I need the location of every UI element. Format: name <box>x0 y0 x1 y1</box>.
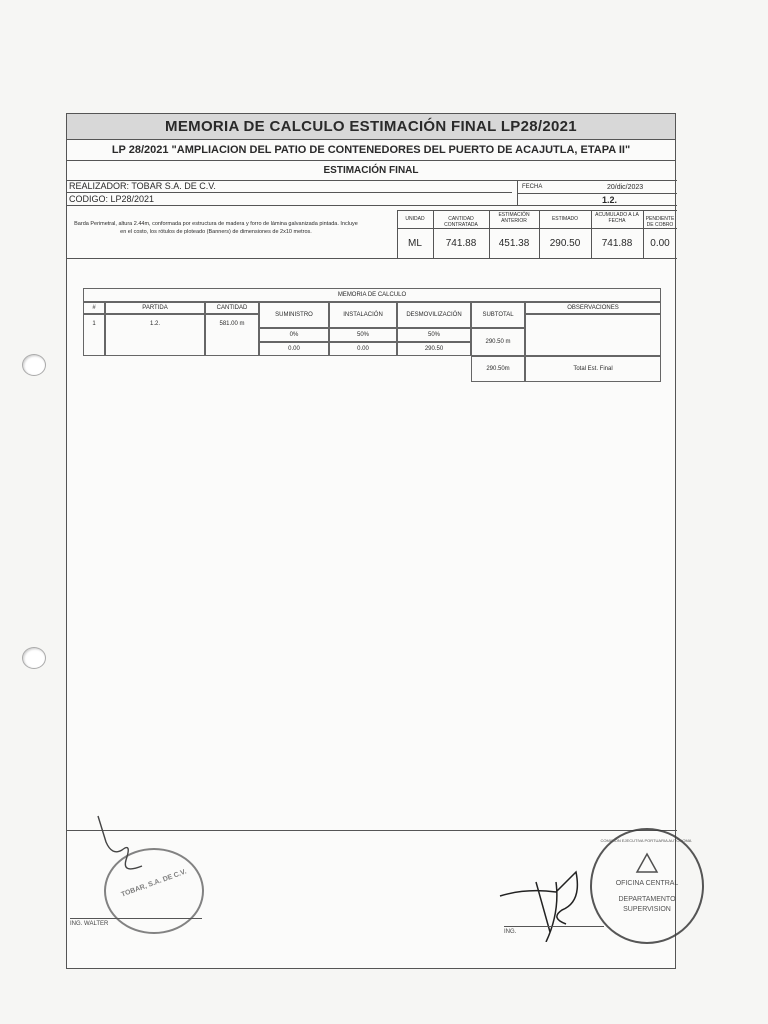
total-value: 290.50m <box>471 356 525 382</box>
section-title: ESTIMACIÓN FINAL <box>67 160 675 181</box>
hdr-suministro: SUMINISTRO <box>259 302 329 328</box>
punch-hole-bottom <box>22 647 46 669</box>
col-pendiente: PENDIENTE DE COBRO <box>645 216 675 228</box>
pct-instalacion: 50% <box>329 328 397 342</box>
val-estimado: 290.50 <box>549 238 581 249</box>
pct-desmovilizacion: 50% <box>397 328 471 342</box>
hdr-observaciones: OBSERVACIONES <box>525 302 661 314</box>
col-cantidad-contratada: CANTIDAD CONTRATADA <box>444 216 478 228</box>
stamp-line-1: OFICINA CENTRAL <box>615 880 679 887</box>
val-desmovilizacion: 290.50 <box>397 342 471 356</box>
project-subtitle: LP 28/2021 "AMPLIACION DEL PATIO DE CONTENEDORES DEL PUERTO DE ACAJUTLA, ETAPA II" <box>111 144 631 156</box>
hdr-desmovilizacion: DESMOVILIZACIÓN <box>397 302 471 328</box>
val-cantidad-contratada: 741.88 <box>445 238 477 249</box>
hdr-cantidad: CANTIDAD <box>205 302 259 314</box>
total-label: Total Est. Final <box>525 356 661 382</box>
realizador-label: REALIZADOR: TOBAR S.A. DE C.V. <box>69 181 216 191</box>
val-pendiente: 0.00 <box>650 238 670 249</box>
stamp-triangle-icon <box>635 852 659 874</box>
col-acumulado: ACUMULADO A LA FECHA <box>595 212 639 224</box>
val-acumulado: 741.88 <box>601 238 633 249</box>
left-signature <box>92 812 172 882</box>
row-partida: 1.2. <box>105 314 205 356</box>
val-suministro: 0.00 <box>259 342 329 356</box>
row-cantidad: 581.00 m <box>205 314 259 356</box>
stamp-line-2: DEPARTAMENTO <box>618 896 676 903</box>
document-title: MEMORIA DE CALCULO ESTIMACIÓN FINAL LP28/2021 <box>67 114 675 140</box>
partida-code: 1.2. <box>602 195 618 205</box>
right-signer-name: ING. <box>504 929 517 935</box>
hdr-num: # <box>83 302 105 314</box>
col-estimado: ESTIMADO <box>551 216 579 222</box>
hdr-partida: PARTIDA <box>105 302 205 314</box>
fecha-value: 20/dic/2023 <box>607 184 644 191</box>
hdr-instalacion: INSTALACIÓN <box>329 302 397 328</box>
col-estimacion-anterior: ESTIMACIÓN ANTERIOR <box>498 212 530 224</box>
memoria-title: MEMORIA DE CALCULO <box>83 288 661 302</box>
left-signer-name: ING. WALTER <box>70 921 109 927</box>
row-num: 1 <box>83 314 105 356</box>
fecha-label: FECHA <box>522 184 543 190</box>
memoria-calculo-table <box>83 288 661 383</box>
val-instalacion: 0.00 <box>329 342 397 356</box>
val-estimacion-anterior: 451.38 <box>498 238 530 249</box>
hdr-subtotal: SUBTOTAL <box>471 302 525 328</box>
stamp-line-3: SUPERVISION <box>623 906 671 913</box>
pct-suministro: 0% <box>259 328 329 342</box>
val-unidad: ML <box>408 238 422 249</box>
col-unidad: UNIDAD <box>405 216 425 222</box>
row-observaciones <box>525 314 661 356</box>
supervision-stamp <box>590 828 704 944</box>
punch-hole-top <box>22 354 46 376</box>
codigo-label: CODIGO: LP28/2021 <box>69 194 155 204</box>
company-stamp-text: TOBAR, S.A. DE C.V. <box>120 868 188 899</box>
row-subtotal: 290.50 m <box>471 328 525 356</box>
stamp-ring-text: COMISION EJECUTIVA PORTUARIA AUTONOMA <box>600 838 692 843</box>
item-description: Barda Perimetral, altura 2.44m, conformada por estructura de madera y forro de lámina galvanizada pintada. Incluye en el costo, los rótulos de ploteado (Banners) de dimensiones de 2x10 metros. <box>74 221 358 235</box>
